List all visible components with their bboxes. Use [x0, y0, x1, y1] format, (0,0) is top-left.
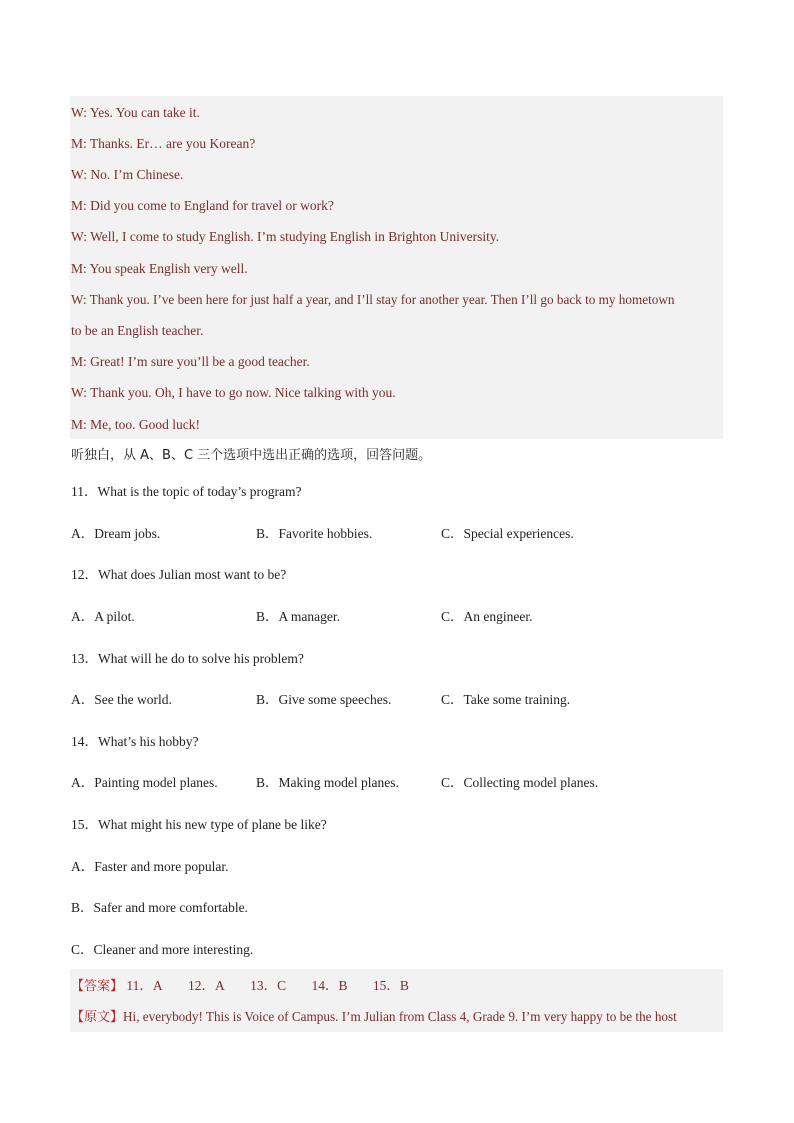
dialogue-line: W: Thank you. I’ve been here for just half a year, and I’ll stay for another year. Then I’ll go back to my hometown	[71, 292, 675, 307]
question-stem: 15．What might his new type of plane be like?	[71, 817, 327, 832]
option-b: B．Making model planes.	[256, 775, 399, 790]
question-stem: 14．What’s his hobby?	[71, 734, 199, 749]
option-c: C．An engineer.	[441, 609, 533, 624]
dialogue-line: W: Well, I come to study English. I’m studying English in Brighton University.	[71, 229, 500, 244]
dialogue-line: M: You speak English very well.	[71, 261, 248, 276]
answer-item: 11．A	[126, 978, 163, 993]
answer-label: 【答案】	[71, 979, 124, 994]
option-b: B．Favorite hobbies.	[256, 526, 373, 541]
original-label: 【原文】	[71, 1010, 124, 1025]
option-c: C．Collecting model planes.	[441, 775, 599, 790]
question-stem: 12．What does Julian most want to be?	[71, 567, 287, 582]
answer-line	[71, 977, 723, 996]
option-c: C．Cleaner and more interesting.	[71, 942, 254, 957]
dialogue-line: M: Did you come to England for travel or work?	[71, 198, 334, 213]
dialogue-line: W: Thank you. Oh, I have to go now. Nice talking with you.	[71, 385, 396, 400]
question-stem: 13．What will he do to solve his problem?	[71, 651, 304, 666]
question-stem: 11．What is the topic of today’s program?	[71, 484, 302, 499]
option-a: A．Dream jobs.	[71, 526, 161, 541]
option-a: A．A pilot.	[71, 609, 135, 624]
option-b: B．Give some speeches.	[256, 692, 392, 707]
original-line	[71, 1008, 723, 1027]
dialogue-line: M: Great! I’m sure you’ll be a good teacher.	[71, 354, 310, 369]
option-b: B．A manager.	[256, 609, 340, 624]
option-a: A．Faster and more popular.	[71, 859, 229, 874]
dialogue-line: to be an English teacher.	[71, 323, 204, 338]
answer-item: 15．B	[372, 978, 409, 993]
dialogue-line: W: No. I’m Chinese.	[71, 167, 184, 182]
dialogue-line: M: Thanks. Er… are you Korean?	[71, 136, 256, 151]
option-c: C．Take some training.	[441, 692, 571, 707]
option-a: A．See the world.	[71, 692, 172, 707]
option-b: B．Safer and more comfortable.	[71, 900, 248, 915]
original-text: Hi, everybody! This is Voice of Campus. I’m Julian from Class 4, Grade 9. I’m very happy to be the host	[123, 1009, 677, 1024]
option-a: A．Painting model planes.	[71, 775, 218, 790]
answer-item: 13．C	[250, 978, 287, 993]
answer-item: 14．B	[311, 978, 348, 993]
dialogue-line: M: Me, too. Good luck!	[71, 417, 200, 432]
section-instruction: 听独白，从 A、B、C 三个选项中选出正确的选项，回答问题。	[71, 448, 432, 463]
option-c: C．Special experiences.	[441, 526, 574, 541]
dialogue-line: W: Yes. You can take it.	[71, 105, 200, 120]
answer-item: 12．A	[188, 978, 225, 993]
